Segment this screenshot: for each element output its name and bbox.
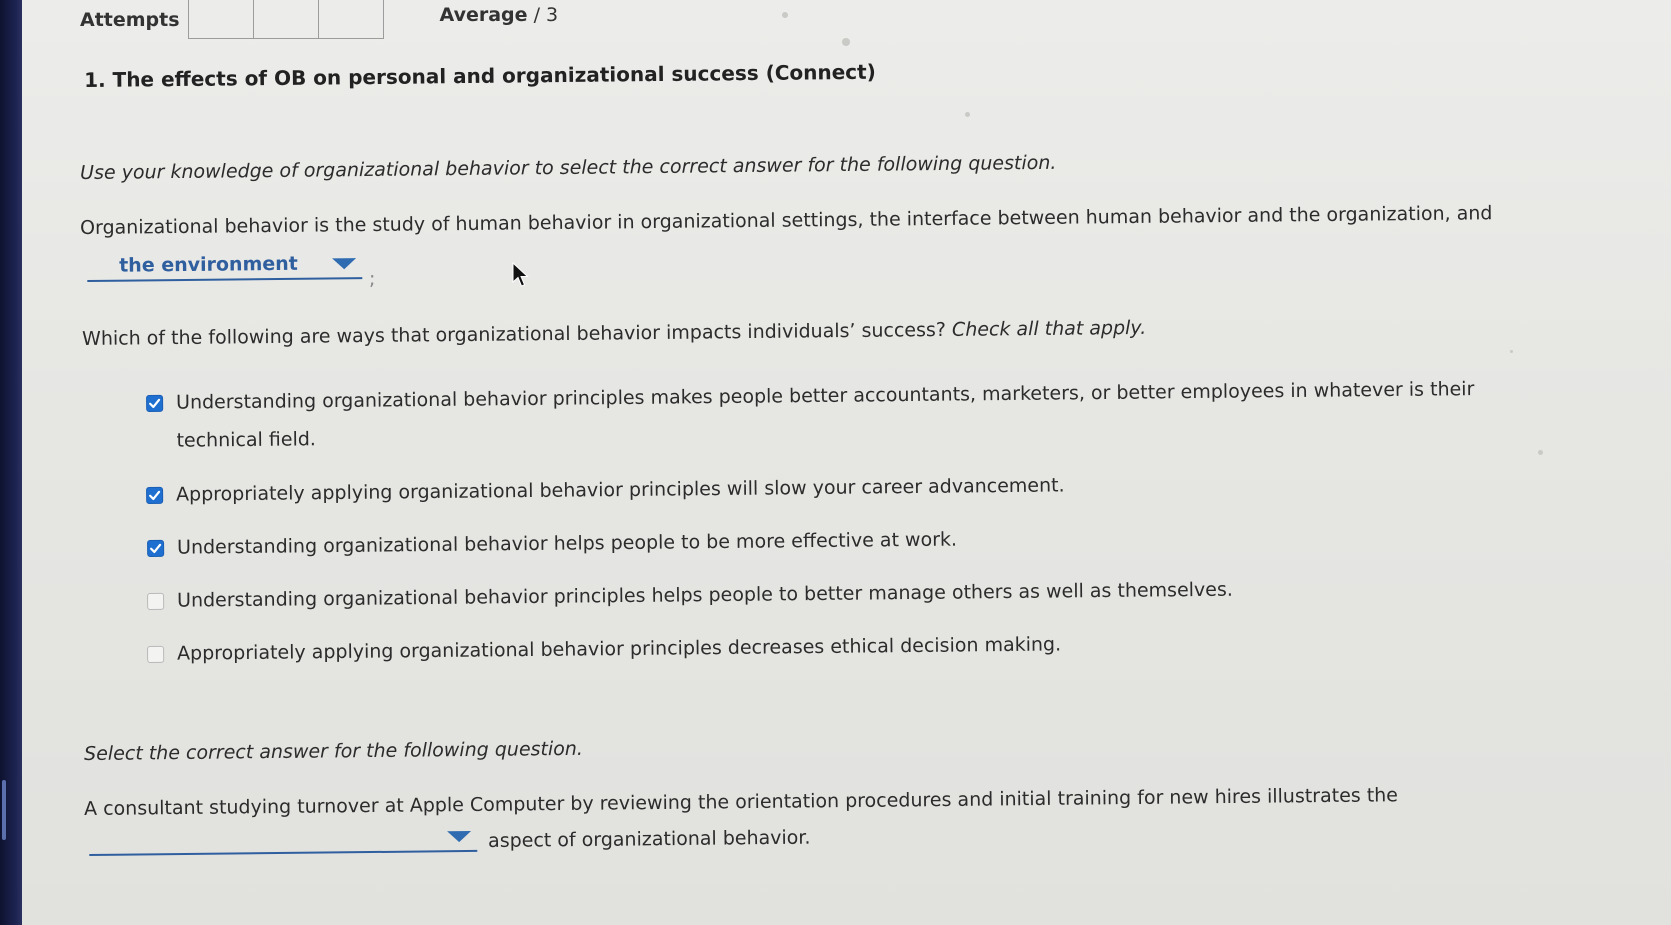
option-label-line: technical field. xyxy=(176,428,317,452)
dropdown-selected-value: the environment xyxy=(119,252,298,277)
option-item[interactable] xyxy=(146,474,1065,514)
attempts-header xyxy=(80,0,558,40)
part1-instruction: Use your knowledge of organizational behavior to select the correct answer for the following question. xyxy=(80,151,1057,184)
chevron-down-icon xyxy=(447,830,471,841)
checkbox[interactable] xyxy=(146,487,163,504)
average-label: Average xyxy=(439,4,528,26)
chevron-down-icon xyxy=(332,258,356,269)
attempt-boxes xyxy=(188,0,384,39)
option-label: Understanding organizational behavior helps people to be more effective at work. xyxy=(176,528,958,559)
part3-suffix: aspect of organizational behavior. xyxy=(488,826,811,852)
option-label: Appropriately applying organizational behavior principles will slow your career advancement. xyxy=(175,474,1065,506)
bezel-light xyxy=(2,780,6,840)
mouse-pointer-icon xyxy=(512,262,532,288)
checkbox[interactable] xyxy=(146,395,163,412)
environment-dropdown[interactable] xyxy=(87,249,362,282)
screen-dust xyxy=(1538,450,1543,455)
attempt-box xyxy=(254,0,319,38)
part3-instruction: Select the correct answer for the following question. xyxy=(84,737,584,765)
checkmark-icon xyxy=(148,489,161,502)
attempt-box xyxy=(319,0,383,38)
attempts-label: Attempts xyxy=(80,9,180,31)
part1-question-text: Organizational behavior is the study of human behavior in organizational settings, the interface between human behavior and the organization, and xyxy=(80,202,1493,239)
average-score xyxy=(440,4,559,26)
option-label xyxy=(176,370,1475,460)
option-item[interactable] xyxy=(147,633,1061,673)
part2-prompt-text: Which of the following are ways that organizational behavior impacts individuals’ success? xyxy=(82,318,947,350)
part1-suffix: ; xyxy=(369,268,376,290)
checkmark-icon xyxy=(148,397,161,410)
option-label: Understanding organizational behavior principles helps people to better manage others as well as themselves. xyxy=(176,578,1233,612)
option-label-line: Understanding organizational behavior principles makes people better accountants, marketers, or better employees in whatever is their xyxy=(175,378,1475,414)
screen-dust xyxy=(842,38,850,46)
assignment-page xyxy=(22,0,1671,925)
option-item[interactable] xyxy=(147,579,1233,620)
option-item[interactable] xyxy=(146,378,1475,460)
part2-prompt xyxy=(82,317,1146,350)
screen-dust xyxy=(782,12,788,18)
question-title: 1. The effects of OB on personal and organizational success (Connect) xyxy=(84,59,876,92)
attempt-box xyxy=(189,0,254,38)
aspect-dropdown[interactable] xyxy=(89,822,477,856)
part3-question-text: A consultant studying turnover at Apple Computer by reviewing the orientation procedures and initial training for new hires illustrates the xyxy=(84,784,1399,820)
screen-dust xyxy=(965,112,970,117)
checkmark-icon xyxy=(149,542,162,555)
option-label: Appropriately applying organizational behavior principles decreases ethical decision making. xyxy=(176,633,1062,665)
checkbox[interactable] xyxy=(147,646,164,663)
checkbox[interactable] xyxy=(147,593,164,610)
screen-dust xyxy=(1510,350,1513,353)
checkbox[interactable] xyxy=(147,540,164,557)
option-item[interactable] xyxy=(147,529,957,567)
average-value: / 3 xyxy=(533,4,559,26)
part2-prompt-italic: Check all that apply. xyxy=(951,316,1147,341)
